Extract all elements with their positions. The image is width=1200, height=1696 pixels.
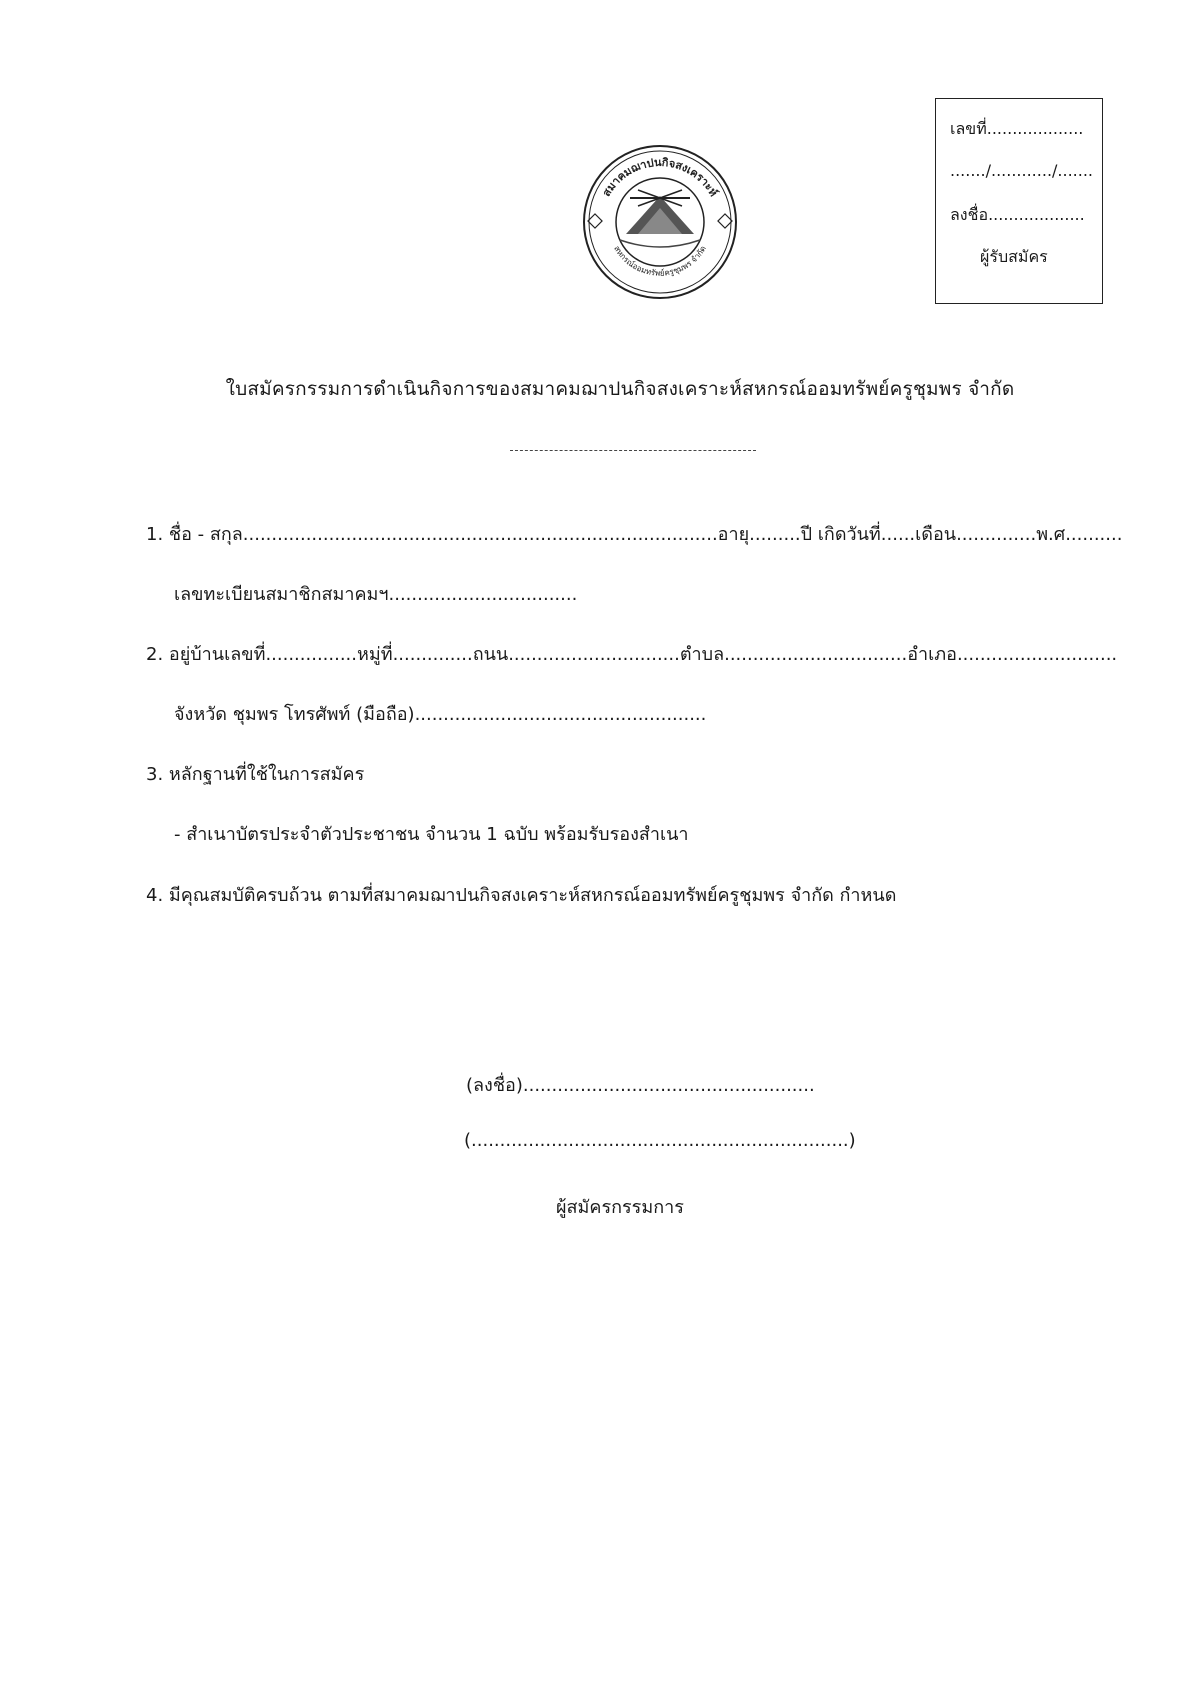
receipt-date-field[interactable]: ......./............/....... — [950, 161, 1094, 180]
province-phone-field[interactable]: จังหวัด ชุมพร โทรศัพท์ (มือถือ)................................................... — [174, 704, 707, 725]
name-age-birthdate-field[interactable]: 1. ชื่อ - สกุล...................................................................................อายุ.........ปี เกิดวันที่......เดือน..............พ.ศ.......... — [146, 524, 1123, 545]
member-registration-number-field[interactable]: เลขทะเบียนสมาชิกสมาคมฯ................................. — [174, 584, 578, 605]
receipt-box — [935, 98, 1103, 304]
address-field[interactable]: 2. อยู่บ้านเลขที่................หมู่ที่..............ถนน..............................ตำบล................................อำเภอ............................ — [146, 644, 1118, 665]
applicant-signature-field[interactable]: (ลงชื่อ)................................................... — [466, 1075, 815, 1096]
applicant-role-label: ผู้สมัครกรรมการ — [556, 1197, 684, 1218]
association-seal-logo — [580, 142, 740, 302]
evidence-heading: 3. หลักฐานที่ใช้ในการสมัคร — [146, 764, 365, 785]
applicant-printed-name-field[interactable]: (..................................................................) — [464, 1130, 856, 1151]
form-title: ใบสมัครกรรมการดำเนินกิจการของสมาคมฌาปนกิจสงเคราะห์สหกรณ์ออมทรัพย์ครูชุมพร จำกัด — [225, 378, 1015, 400]
receipt-number-field[interactable]: เลขที่................... — [950, 119, 1084, 138]
title-divider — [510, 450, 756, 451]
qualification-statement: 4. มีคุณสมบัติครบถ้วน ตามที่สมาคมฌาปนกิจสงเคราะห์สหกรณ์ออมทรัพย์ครูชุมพร จำกัด กำหนด — [146, 885, 897, 906]
evidence-item-id-card: - สำเนาบัตรประจำตัวประชาชน จำนวน 1 ฉบับ พร้อมรับรองสำเนา — [174, 824, 689, 845]
receipt-signature-field[interactable]: ลงชื่อ................... — [950, 205, 1085, 224]
svg-text:สมาคมฌาปนกิจสงเคราะห์: สมาคมฌาปนกิจสงเคราะห์ — [599, 155, 721, 199]
svg-text:สหกรณ์ออมทรัพย์ครูชุมพร จำกัด: สหกรณ์ออมทรัพย์ครูชุมพร จำกัด — [612, 244, 708, 278]
receipt-receiver-label: ผู้รับสมัคร — [980, 247, 1048, 266]
